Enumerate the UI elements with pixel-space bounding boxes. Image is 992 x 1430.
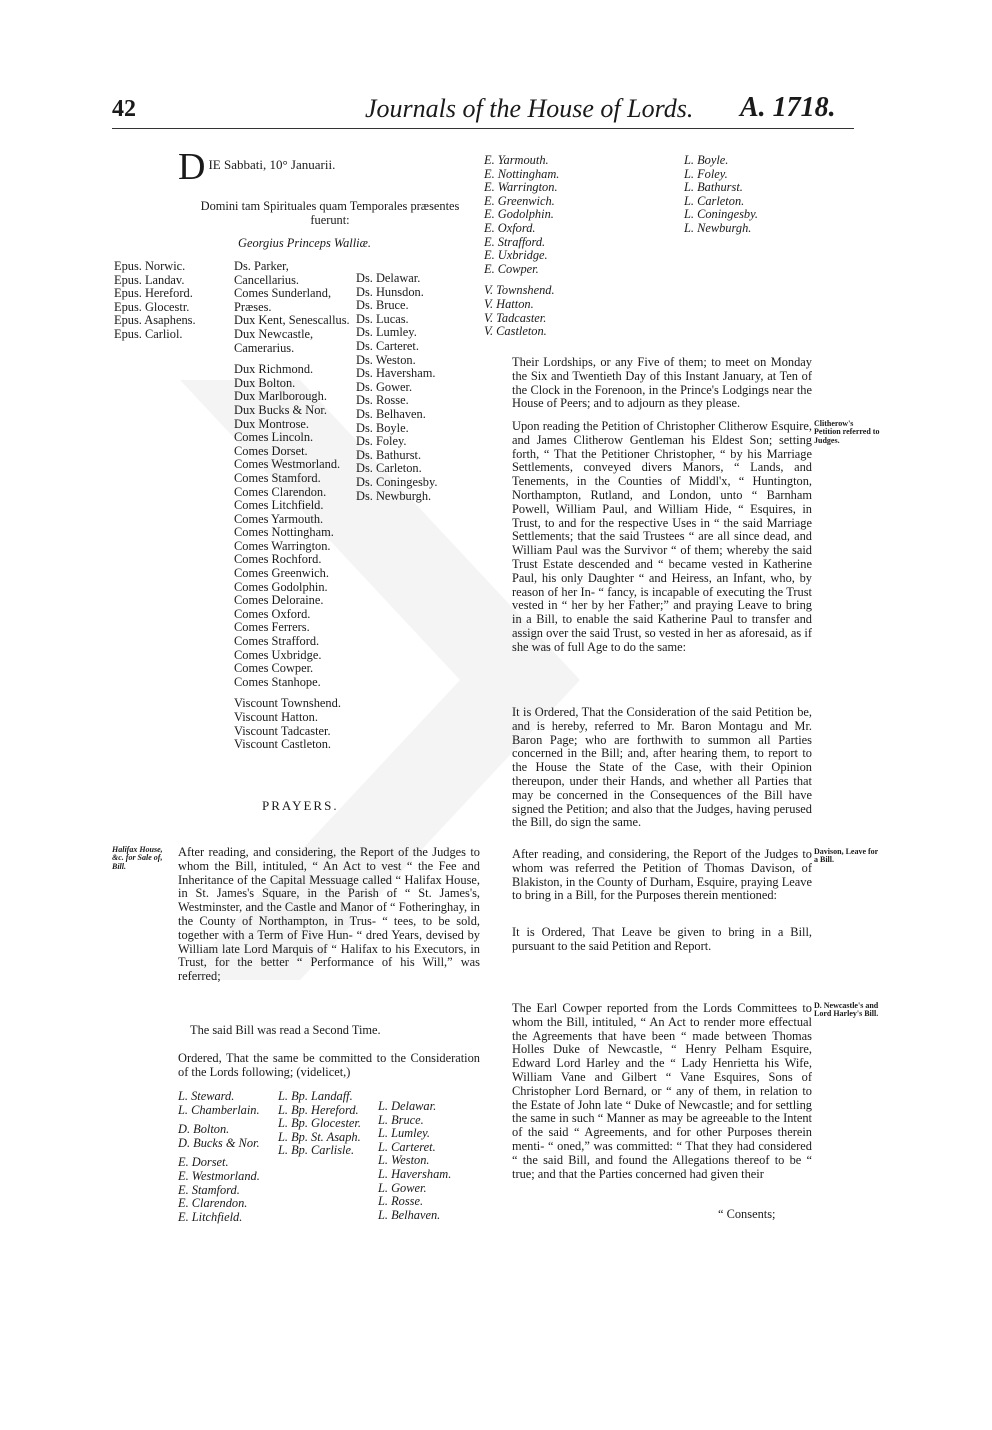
journal-year: A. 1718. — [740, 92, 836, 123]
list-item: E. Nottingham. — [484, 166, 560, 181]
list-item: Comes Deloraine. — [234, 593, 324, 608]
list-item: L. Bp. Landaff. — [278, 1089, 353, 1103]
list-item: Dux Richmond. — [234, 362, 314, 377]
list-item: E. Strafford. — [484, 234, 546, 249]
list-item: Comes Strafford. — [234, 634, 320, 649]
list-item: E. Oxford. — [484, 220, 536, 235]
list-item: Comes Sunderland, Præses. — [234, 286, 332, 314]
davison-order: It is Ordered, That Leave be given to bring in a Bill, pursuant to the said Petition and Report. — [512, 925, 812, 953]
clitherow-order: It is Ordered, That the Consideration of the said Petition be, and is hereby, referred to Mr. Baron Montagu and Mr. Baron Page; who are forthwith to summon all Parties concerned in the Bill; and, after hearing them, to report to the House the State of the Case, with their Opinion thereupon, under their Hands, and whether all Parties that may be concerned in the Consequences of the Bill have signed the Petition; and also that the Judges, having perused the Bill, do sign the same. — [512, 705, 812, 830]
list-item: Comes Stamford. — [234, 470, 321, 485]
list-item: Epus. Norwic. — [114, 259, 186, 273]
list-item: L. Lumley. — [378, 1126, 430, 1141]
list-item: Comes Greenwich. — [234, 566, 329, 581]
list-item: Epus. Asaphens. — [114, 313, 196, 328]
list-item: Comes Cowper. — [234, 661, 314, 676]
list-item: Ds. Newburgh. — [356, 488, 432, 503]
side-note-halifax: Halifax House, &c. for Sale of, Bill. — [112, 845, 163, 871]
list-item: Ds. Bruce. — [356, 298, 409, 313]
list-item: V. Townshend. — [484, 283, 555, 298]
list-item: L. Chamberlain. — [178, 1102, 260, 1117]
sitting-date: IE Sabbati, 10° Januarii. — [208, 157, 336, 172]
list-item: Epus. Hereford. — [114, 286, 193, 301]
side-note-newcastle: D. Newcastle's and Lord Harley's Bill. — [814, 1001, 879, 1019]
right-committee-lords — [684, 154, 758, 236]
list-item: Comes Litchfield. — [234, 498, 324, 513]
list-item: L. Rosse. — [378, 1194, 424, 1209]
list-item: L. Belhaven. — [378, 1207, 441, 1222]
davison-paragraph: After reading, and considering, the Report of the Judges to whom was referred the Petition of Thomas Davison, of Blakiston, in the County of Durham, Esquire, praying Leave to bring in a Bill, for the Purposes therein mentioned: — [512, 847, 812, 903]
list-item: Ds. Gower. — [356, 379, 413, 394]
bishops-list — [114, 260, 196, 342]
list-item: Dux Kent, Senescallus. — [234, 313, 350, 328]
list-item: E. Litchfield. — [178, 1209, 243, 1224]
list-item: Dux Bolton. — [234, 375, 296, 390]
list-item: Ds. Lumley. — [356, 325, 417, 340]
list-item: L. Foley. — [684, 166, 728, 181]
halifax-paragraph: After reading, and considering, the Report of the Judges to whom the Bill, intituled, “ An Act to vest “ the Fee and Inheritance of the Capital Messuage called “ Halifax House, in St. James's Square, in the Parish of “ St. James's, Westminster, and the Castle and Manor of “ Fotheringhay, in the County of Northampton, in Trus- “ tees, to be sold, together with a Term of Five Hun- “ dred Years, devised by William late Lord Marquis of “ Halifax to his Executors, in Trust, for the better “ Performance of his Will,” was referred; — [178, 845, 480, 984]
list-item: E. Godolphin. — [484, 207, 554, 222]
list-item: V. Hatton. — [484, 296, 534, 311]
prince-line: Georgius Princeps Walliæ. — [238, 236, 371, 250]
list-item: Ds. Weston. — [356, 352, 416, 367]
list-item: Comes Westmorland. — [234, 457, 341, 472]
list-item: D. Bolton. — [178, 1122, 230, 1137]
list-item: Ds. Carleton. — [356, 461, 422, 476]
list-item: L. Boyle. — [684, 153, 729, 167]
page-number: 42 — [112, 96, 136, 122]
list-item: Comes Stanhope. — [234, 674, 321, 689]
list-item: Ds. Hunsdon. — [356, 284, 424, 299]
list-item: E. Stamford. — [178, 1182, 240, 1197]
list-item: Viscount Hatton. — [234, 710, 318, 724]
list-item: L. Newburgh. — [684, 220, 752, 235]
list-item: Viscount Castleton. — [234, 737, 331, 752]
prayers-heading: PRAYERS. — [262, 798, 339, 813]
newcastle-paragraph: The Earl Cowper reported from the Lords Committees to whom the Bill, intituled, “ An Act to render more effectual the Agreements that have been “ made between Thomas Holles Duke of Newcastle, “ Henry Pelham Esquire, Edward Lord Harley and the “ Lady Henrietta his Wife, William Vane and Gilbert “ Vane Esquires, Sons of Christopher Lord Bernard, or “ any of them, in relation to the Estate of John late “ Duke of Newcastle; and for settling the same in such “ Manner as may be agreeable to the Intent of the said “ Agreements, and for other Purposes therein menti- “ oned,” was committed: “ That they had considered “ the said Bill, and found the Allegations thereof to be “ true; and that the Parties concerned had given their — [512, 1001, 812, 1181]
list-item: Comes Rochford. — [234, 552, 322, 567]
meeting-paragraph: Their Lordships, or any Five of them; to meet on Monday the Six and Twentieth Day of this Instant January, at Ten of the Clock in the Forenoon, in the Prince's Lodgings near the House of Peers; and to adjourn as they please. — [512, 355, 812, 411]
list-item: Comes Clarendon. — [234, 484, 327, 499]
list-item: Dux Marlborough. — [234, 389, 327, 404]
list-item: Viscount Townshend. — [234, 696, 341, 711]
header-rule — [112, 128, 854, 129]
list-item: Ds. Delawar. — [356, 271, 421, 285]
list-item: Ds. Coningesby. — [356, 474, 438, 489]
list-item: Comes Ferrers. — [234, 620, 310, 635]
lords-list-main — [234, 260, 354, 752]
list-item: E. Warrington. — [484, 180, 558, 195]
list-item: Ds. Belhaven. — [356, 406, 426, 421]
list-item: D. Bucks & Nor. — [178, 1135, 260, 1150]
list-item: Ds. Boyle. — [356, 420, 409, 435]
present-line: Domini tam Spirituales quam Temporales præsentes fuerunt: — [200, 199, 460, 227]
journal-title: Journals of the House of Lords. — [365, 94, 694, 123]
clitherow-paragraph: Upon reading the Petition of Christopher Clitherow Esquire, and James Clitherow Gentleman his Eldest Son; setting forth, “ That the Petitioner Christopher, “ by his Marriage Settlements, conveyed divers Manors, “ Lands, and Tenements, in the Counties of Middl'x, “ Huntington, Northampton, Rutland, and London, unto “ Barnham Powell, William Paul, and William Hide, “ Esquires, in Trust, to and for the respective Uses in “ the said Marriage Settlements; that the said Trustees “ are all since dead, and William Paul was the Survivor “ of them; whereby the said Trust Estate descended and “ became vested in Katherine Paul, his only Daughter “ and Heiress, an Infant, who, by reason of her In- “ fancy, is incapable of executing the Trust vested in “ her by her Father;” and praying Leave to bring in a Bill, to enable the said Katherine Paul to transfer and assign over the said Trust, so vested in her as aforesaid, as if she was of full Age to do the same: — [512, 419, 812, 654]
list-item: Comes Oxford. — [234, 606, 311, 621]
list-item: L. Gower. — [378, 1180, 427, 1195]
list-item: Viscount Tadcaster. — [234, 723, 331, 738]
list-item: Dux Montrose. — [234, 416, 310, 431]
second-reading: The said Bill was read a Second Time. — [190, 1023, 381, 1037]
list-item: L. Delawar. — [378, 1099, 437, 1113]
list-item: Dux Bucks & Nor. — [234, 402, 327, 417]
list-item: Comes Dorset. — [234, 443, 308, 458]
committee-order: Ordered, That the same be committed to the Consideration of the Lords following; (videlicet,) — [178, 1051, 480, 1079]
list-item: L. Bathurst. — [684, 180, 743, 195]
list-item: Comes Lincoln. — [234, 430, 314, 445]
list-item: V. Castleton. — [484, 324, 547, 339]
list-item: L. Weston. — [378, 1153, 430, 1168]
list-item: Dux Newcastle, Camerarius. — [234, 326, 314, 355]
list-item: L. Steward. — [178, 1089, 235, 1103]
list-item: E. Westmorland. — [178, 1168, 260, 1183]
list-item: Ds. Parker, Cancellarius. — [234, 259, 300, 287]
list-item: Comes Nottingham. — [234, 525, 334, 540]
sitting-heading — [178, 146, 478, 188]
list-item: Epus. Carliol. — [114, 326, 183, 341]
list-item: L. Bp. St. Asaph. — [278, 1129, 361, 1144]
list-item: Comes Yarmouth. — [234, 511, 324, 526]
list-item: L. Bruce. — [378, 1112, 424, 1127]
list-item: L. Carteret. — [378, 1139, 436, 1154]
list-item: Ds. Bathurst. — [356, 447, 422, 462]
list-item: E. Uxbridge. — [484, 248, 548, 263]
right-committee-earls — [484, 154, 559, 339]
list-item: E. Yarmouth. — [484, 153, 549, 167]
list-item: Ds. Haversham. — [356, 366, 436, 381]
list-item: Ds. Lucas. — [356, 311, 409, 326]
list-item: Comes Godolphin. — [234, 579, 328, 594]
list-item: L. Bp. Glocester. — [278, 1116, 361, 1131]
list-item: L. Coningesby. — [684, 207, 759, 222]
list-item: L. Bp. Hereford. — [278, 1102, 359, 1117]
committee-list-b — [278, 1090, 361, 1158]
list-item: L. Carleton. — [684, 193, 745, 208]
list-item: L. Haversham. — [378, 1166, 452, 1181]
committee-list-a — [178, 1090, 260, 1224]
list-item: Ds. Carteret. — [356, 338, 419, 353]
list-item: L. Bp. Carlisle. — [278, 1143, 355, 1158]
catchword: “ Consents; — [718, 1207, 776, 1221]
list-item: V. Tadcaster. — [484, 310, 547, 325]
list-item: Ds. Foley. — [356, 434, 407, 449]
list-item: Epus. Landav. — [114, 272, 185, 287]
list-item: Comes Uxbridge. — [234, 647, 322, 662]
list-item: Epus. Glocestr. — [114, 299, 190, 314]
dropcap-letter: D — [178, 146, 206, 188]
committee-list-c — [378, 1100, 451, 1222]
lords-list-barons — [356, 272, 437, 503]
side-note-clitherow: Clitherow's Petition referred to Judges. — [814, 419, 880, 445]
list-item: E. Greenwich. — [484, 193, 555, 208]
list-item: E. Cowper. — [484, 261, 539, 276]
side-note-davison: Davison, Leave for a Bill. — [814, 847, 879, 865]
list-item: E. Clarendon. — [178, 1196, 248, 1211]
list-item: Ds. Rosse. — [356, 393, 409, 408]
list-item: E. Dorset. — [178, 1155, 229, 1170]
list-item: Comes Warrington. — [234, 538, 331, 553]
